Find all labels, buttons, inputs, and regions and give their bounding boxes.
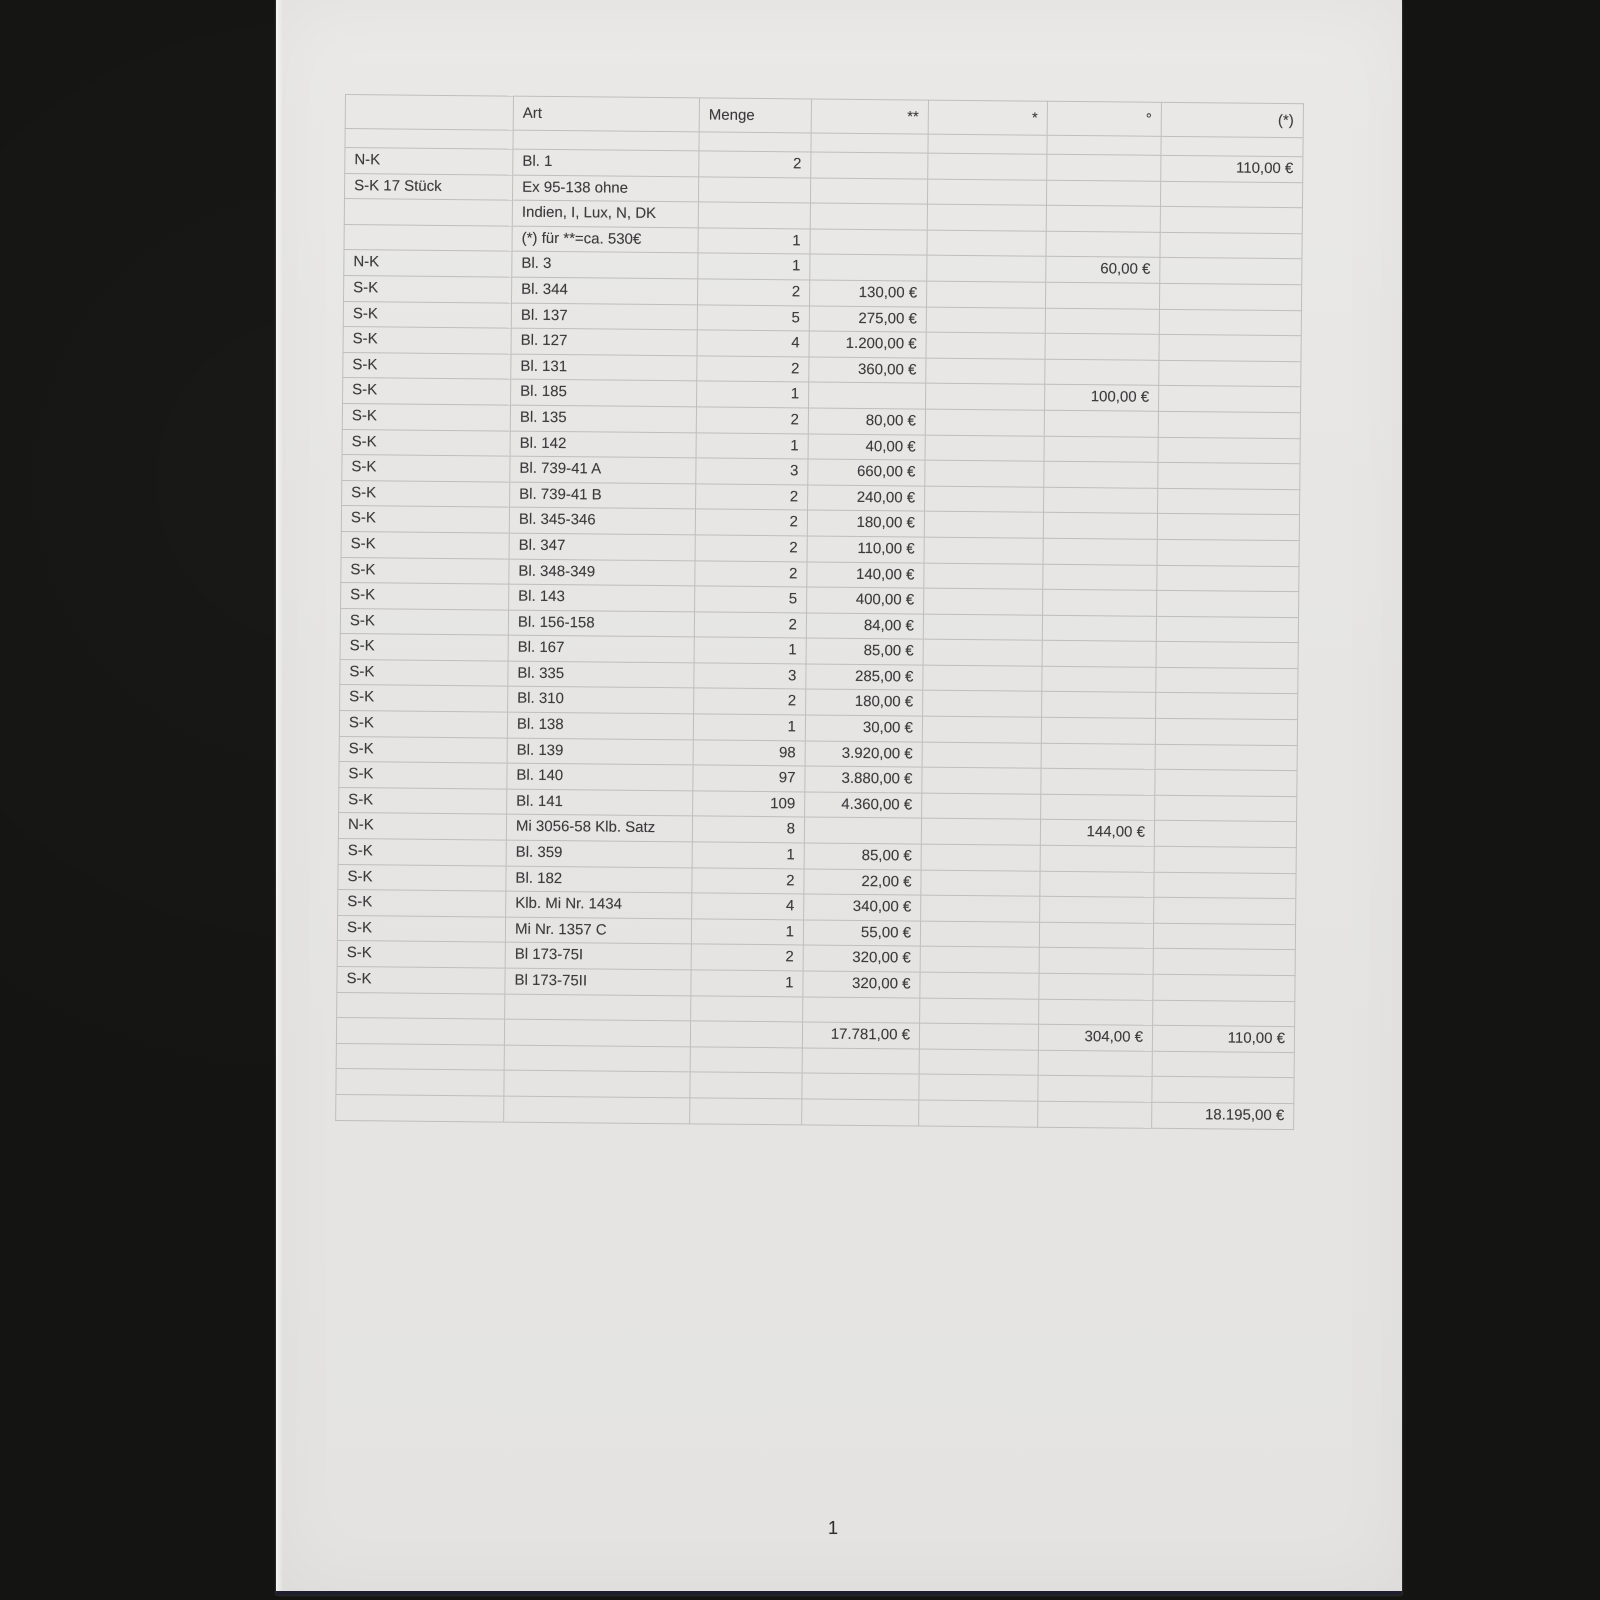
table-cell xyxy=(810,178,927,205)
table-cell xyxy=(1156,616,1298,643)
table-cell xyxy=(811,152,928,179)
table-cell: Klb. Mi Nr. 1434 xyxy=(506,891,692,918)
table-cell: 1 xyxy=(691,970,803,997)
paper-sheet xyxy=(276,0,1402,1595)
table-cell: 3.920,00 € xyxy=(805,741,922,768)
table-cell: 140,00 € xyxy=(807,561,924,588)
table-cell: 2 xyxy=(691,944,803,971)
table-cell xyxy=(926,281,1045,308)
table-cell: S-K xyxy=(339,762,507,789)
table-cell xyxy=(1039,922,1153,949)
table-cell xyxy=(1158,462,1300,489)
table-cell xyxy=(921,870,1040,897)
table-cell: 1 xyxy=(693,714,805,741)
table-cell: S-K xyxy=(337,915,505,942)
table-cell xyxy=(927,204,1046,231)
table-cell xyxy=(1045,282,1159,309)
table-cell: 5 xyxy=(695,586,807,613)
inventory-table xyxy=(335,94,1304,1130)
table-cell: 180,00 € xyxy=(806,689,923,716)
table-cell: S-K xyxy=(340,685,508,712)
table-cell: 110,00 € xyxy=(1161,155,1303,182)
table-cell xyxy=(919,1100,1038,1127)
table-cell xyxy=(336,1018,504,1045)
table-cell: 240,00 € xyxy=(808,485,925,512)
table-cell: Bl. 167 xyxy=(508,635,694,662)
table-cell xyxy=(923,614,1042,641)
table-cell: 2 xyxy=(692,867,804,894)
table-cell xyxy=(1043,564,1157,591)
table-cell xyxy=(920,946,1039,973)
table-cell: Bl. 143 xyxy=(509,584,695,611)
table-cell: Bl. 739-41 A xyxy=(510,456,696,483)
table-cell: Bl 173-75I xyxy=(505,942,691,969)
table-cell: Bl 173-75II xyxy=(505,968,691,995)
table-cell xyxy=(921,895,1040,922)
table-cell xyxy=(924,511,1043,538)
table-cell: 275,00 € xyxy=(809,306,926,333)
table-cell: 2 xyxy=(694,612,806,639)
table-cell: 85,00 € xyxy=(806,638,923,665)
table-cell: Bl. 141 xyxy=(507,789,693,816)
table-cell: Bl. 139 xyxy=(507,738,693,765)
table-cell xyxy=(344,224,512,251)
table-cell xyxy=(809,382,926,409)
table-cell: S-K xyxy=(341,557,509,584)
table-cell xyxy=(1155,770,1297,797)
table-cell: 4 xyxy=(692,893,804,920)
table-cell xyxy=(1154,821,1296,848)
table-cell: S-K 17 Stück xyxy=(344,173,512,200)
table-cell xyxy=(1154,846,1296,873)
table-cell: S-K xyxy=(343,327,511,354)
table-cell xyxy=(1040,896,1154,923)
table-cell: S-K xyxy=(342,429,510,456)
table-cell xyxy=(926,307,1045,334)
column-header: (*) xyxy=(1161,102,1303,137)
table-cell xyxy=(1160,181,1302,208)
page-number: 1 xyxy=(828,1518,839,1538)
table-cell xyxy=(1043,589,1157,616)
table-cell: Mi 3056-58 Klb. Satz xyxy=(506,815,692,842)
table-cell xyxy=(925,460,1044,487)
table-cell xyxy=(921,819,1040,846)
table-cell: S-K xyxy=(343,301,511,328)
table-cell xyxy=(1153,949,1295,976)
table-cell xyxy=(922,793,1041,820)
table-cell: S-K xyxy=(337,966,505,993)
table-cell: 40,00 € xyxy=(808,433,925,460)
column-header: Art xyxy=(513,96,699,132)
table-cell: 2 xyxy=(696,484,808,511)
table-cell xyxy=(1039,999,1153,1026)
table-cell: Indien, I, Lux, N, DK xyxy=(512,200,698,227)
table-cell: Mi Nr. 1357 C xyxy=(505,917,691,944)
table-cell xyxy=(1155,718,1297,745)
column-header: ** xyxy=(811,99,928,134)
table-cell: 100,00 € xyxy=(1044,385,1158,412)
table-cell: 320,00 € xyxy=(803,945,920,972)
table-cell xyxy=(345,129,513,150)
table-cell: S-K xyxy=(338,839,506,866)
table-cell: 2 xyxy=(696,407,808,434)
table-cell xyxy=(698,176,810,203)
table-cell xyxy=(928,153,1047,180)
table-cell: Bl. 347 xyxy=(509,533,695,560)
table-cell: Bl. 140 xyxy=(507,763,693,790)
table-cell xyxy=(1160,232,1302,259)
table-cell: 340,00 € xyxy=(804,894,921,921)
table-cell: 97 xyxy=(693,765,805,792)
table-cell xyxy=(1157,590,1299,617)
table-cell xyxy=(803,997,920,1024)
table-cell xyxy=(1044,436,1158,463)
table-cell xyxy=(336,1043,504,1070)
table-cell xyxy=(1038,1101,1152,1128)
table-cell: N-K xyxy=(344,250,512,277)
table-cell: S-K xyxy=(338,864,506,891)
table-cell xyxy=(1159,334,1301,361)
table-cell xyxy=(1154,872,1296,899)
table-cell: 1 xyxy=(691,919,803,946)
table-cell xyxy=(804,817,921,844)
table-cell: 1 xyxy=(694,637,806,664)
table-cell: 3 xyxy=(694,663,806,690)
table-cell: N-K xyxy=(345,148,513,175)
table-cell: Bl. 142 xyxy=(510,431,696,458)
table-cell: 3 xyxy=(696,458,808,485)
table-cell: 2 xyxy=(695,535,807,562)
table-cell xyxy=(802,1099,919,1126)
table-cell: (*) für **=ca. 530€ xyxy=(512,226,698,253)
grand-total-cell: 18.195,00 € xyxy=(1152,1102,1294,1129)
table-cell xyxy=(1041,794,1155,821)
table-cell xyxy=(1159,283,1301,310)
table-cell: Bl. 131 xyxy=(511,354,697,381)
table-cell xyxy=(1042,615,1156,642)
table-cell xyxy=(1158,386,1300,413)
table-cell xyxy=(1153,1000,1295,1027)
table-cell: 1 xyxy=(698,253,810,280)
table-cell: 2 xyxy=(695,509,807,536)
table-cell: Bl. 185 xyxy=(511,379,697,406)
table-cell: S-K xyxy=(339,736,507,763)
table-cell xyxy=(1155,795,1297,822)
table-cell: S-K xyxy=(340,634,508,661)
table-cell xyxy=(1045,359,1159,386)
table-cell xyxy=(1156,693,1298,720)
table-cell: Bl. 335 xyxy=(508,661,694,688)
table-cell: Bl. 138 xyxy=(507,712,693,739)
table-cell xyxy=(1158,411,1300,438)
table-cell: Bl. 3 xyxy=(512,251,698,278)
table-cell xyxy=(337,992,505,1019)
table-area xyxy=(335,94,1304,1130)
table-cell xyxy=(924,537,1043,564)
table-body xyxy=(336,129,1303,1130)
table-cell xyxy=(1158,437,1300,464)
table-cell xyxy=(922,716,1041,743)
table-cell xyxy=(1040,871,1154,898)
table-cell: 144,00 € xyxy=(1040,820,1154,847)
table-cell: 110,00 € xyxy=(807,536,924,563)
table-cell: Bl. 182 xyxy=(506,866,692,893)
table-cell xyxy=(699,132,811,152)
table-cell: S-K xyxy=(342,480,510,507)
table-cell: 55,00 € xyxy=(803,920,920,947)
table-cell xyxy=(1157,514,1299,541)
table-cell: 1.200,00 € xyxy=(809,331,926,358)
table-cell xyxy=(1161,136,1303,156)
column-header xyxy=(345,95,513,131)
table-cell xyxy=(802,1048,919,1075)
table-cell xyxy=(698,202,810,229)
table-cell: 130,00 € xyxy=(809,280,926,307)
table-cell xyxy=(1152,1051,1294,1078)
table-cell xyxy=(928,134,1047,154)
table-cell xyxy=(1046,180,1160,207)
table-cell: 109 xyxy=(693,791,805,818)
table-cell xyxy=(1043,538,1157,565)
table-cell xyxy=(1045,333,1159,360)
table-cell xyxy=(926,332,1045,359)
table-cell: 110,00 € xyxy=(1152,1025,1294,1052)
table-cell xyxy=(690,1098,802,1125)
table-cell xyxy=(925,486,1044,513)
table-cell xyxy=(810,229,927,256)
table-cell xyxy=(505,994,691,1021)
table-cell: 180,00 € xyxy=(807,510,924,537)
column-header: ° xyxy=(1047,101,1161,136)
table-cell: S-K xyxy=(340,659,508,686)
table-cell: 17.781,00 € xyxy=(802,1022,919,1049)
table-cell xyxy=(513,130,699,151)
table-cell: S-K xyxy=(343,352,511,379)
column-header: * xyxy=(928,100,1047,135)
table-cell xyxy=(1047,154,1161,181)
table-cell: 1 xyxy=(692,842,804,869)
table-cell: S-K xyxy=(341,506,509,533)
table-cell: Ex 95-138 ohne xyxy=(512,175,698,202)
table-cell: 22,00 € xyxy=(804,869,921,896)
table-cell xyxy=(1041,717,1155,744)
table-cell xyxy=(919,1023,1038,1050)
table-cell: 60,00 € xyxy=(1046,257,1160,284)
table-cell: Bl. 739-41 B xyxy=(510,482,696,509)
table-cell xyxy=(920,972,1039,999)
table-cell xyxy=(1044,410,1158,437)
table-cell xyxy=(1046,205,1160,232)
table-cell: S-K xyxy=(339,787,507,814)
table-cell: 1 xyxy=(696,432,808,459)
table-cell: 30,00 € xyxy=(805,715,922,742)
table-cell: N-K xyxy=(338,813,506,840)
table-cell xyxy=(920,998,1039,1025)
table-cell xyxy=(1155,744,1297,771)
table-cell: 84,00 € xyxy=(806,613,923,640)
table-cell xyxy=(504,1045,690,1072)
table-cell: S-K xyxy=(343,378,511,405)
table-cell: S-K xyxy=(342,403,510,430)
table-cell xyxy=(810,203,927,230)
table-cell: 2 xyxy=(694,688,806,715)
table-cell xyxy=(504,1019,690,1046)
table-cell xyxy=(1160,258,1302,285)
table-cell xyxy=(924,563,1043,590)
table-cell: 3.880,00 € xyxy=(805,766,922,793)
table-cell xyxy=(1045,308,1159,335)
table-cell xyxy=(927,230,1046,257)
table-cell: 98 xyxy=(693,740,805,767)
table-cell xyxy=(925,435,1044,462)
table-cell xyxy=(1038,1050,1152,1077)
table-cell xyxy=(690,1021,802,1048)
table-cell xyxy=(1042,666,1156,693)
table-cell: 304,00 € xyxy=(1038,1024,1152,1051)
table-cell xyxy=(504,1070,690,1097)
table-cell xyxy=(811,133,928,153)
table-cell: Bl. 135 xyxy=(510,405,696,432)
table-cell xyxy=(691,995,803,1022)
table-cell xyxy=(1047,135,1161,155)
table-cell: 85,00 € xyxy=(804,843,921,870)
table-cell: Bl. 137 xyxy=(511,303,697,330)
table-cell: 2 xyxy=(695,560,807,587)
table-cell xyxy=(504,1096,690,1123)
table-cell: S-K xyxy=(342,455,510,482)
table-cell xyxy=(1153,974,1295,1001)
table-cell: 1 xyxy=(698,228,810,255)
table-cell: 2 xyxy=(697,356,809,383)
table-cell xyxy=(919,1049,1038,1076)
table-cell: 1 xyxy=(697,381,809,408)
table-cell xyxy=(922,767,1041,794)
table-cell xyxy=(1040,845,1154,872)
table-cell xyxy=(1042,692,1156,719)
table-cell xyxy=(1159,360,1301,387)
table-cell xyxy=(1038,1076,1152,1103)
table-cell xyxy=(923,691,1042,718)
table-cell: Bl. 344 xyxy=(512,277,698,304)
table-cell xyxy=(1044,461,1158,488)
table-cell xyxy=(923,665,1042,692)
table-cell: Bl. 310 xyxy=(508,687,694,714)
table-cell: 285,00 € xyxy=(806,664,923,691)
table-cell xyxy=(1039,973,1153,1000)
table-cell xyxy=(336,1094,504,1121)
table-cell: S-K xyxy=(341,531,509,558)
table-cell: S-K xyxy=(338,890,506,917)
table-cell xyxy=(690,1047,802,1074)
table-cell: 4.360,00 € xyxy=(805,792,922,819)
table-cell: 360,00 € xyxy=(809,357,926,384)
table-cell xyxy=(920,921,1039,948)
table-cell: 400,00 € xyxy=(807,587,924,614)
table-cell xyxy=(1156,642,1298,669)
table-cell: S-K xyxy=(337,941,505,968)
table-cell: Bl. 345-346 xyxy=(509,507,695,534)
table-cell xyxy=(344,199,512,226)
table-cell xyxy=(1157,539,1299,566)
table-cell xyxy=(1158,488,1300,515)
table-cell xyxy=(336,1069,504,1096)
table-cell: S-K xyxy=(341,583,509,610)
table-cell xyxy=(1042,640,1156,667)
table-cell xyxy=(922,742,1041,769)
table-cell xyxy=(1043,513,1157,540)
table-cell: Bl. 359 xyxy=(506,840,692,867)
table-cell xyxy=(1039,948,1153,975)
table-cell xyxy=(1152,1077,1294,1104)
table-cell xyxy=(1156,667,1298,694)
table-cell xyxy=(924,588,1043,615)
table-cell: S-K xyxy=(340,608,508,635)
table-cell: 2 xyxy=(697,279,809,306)
table-cell: Bl. 127 xyxy=(511,328,697,355)
table-cell xyxy=(1157,565,1299,592)
table-cell: 2 xyxy=(699,151,811,178)
table-cell xyxy=(1046,231,1160,258)
table-cell xyxy=(1160,207,1302,234)
table-cell xyxy=(926,358,1045,385)
table-cell: Bl. 348-349 xyxy=(509,559,695,586)
table-cell xyxy=(810,254,927,281)
table-cell xyxy=(925,409,1044,436)
table-cell xyxy=(690,1072,802,1099)
table-cell xyxy=(1159,309,1301,336)
table-cell: S-K xyxy=(344,275,512,302)
table-cell xyxy=(927,179,1046,206)
table-cell: 660,00 € xyxy=(808,459,925,486)
table-cell: 4 xyxy=(697,330,809,357)
table-cell xyxy=(1154,898,1296,925)
table-cell: 5 xyxy=(697,304,809,331)
table-cell xyxy=(802,1073,919,1100)
table-cell xyxy=(1044,487,1158,514)
table-cell: 80,00 € xyxy=(808,408,925,435)
table-cell: 320,00 € xyxy=(803,971,920,998)
table-cell xyxy=(919,1074,1038,1101)
table-cell: S-K xyxy=(339,711,507,738)
table-cell: Bl. 156-158 xyxy=(508,610,694,637)
table-cell xyxy=(1041,743,1155,770)
table-cell xyxy=(1153,923,1295,950)
table-cell xyxy=(927,255,1046,282)
table-cell xyxy=(926,383,1045,410)
table-cell: Bl. 1 xyxy=(513,149,699,176)
table-cell xyxy=(923,639,1042,666)
table-cell xyxy=(921,844,1040,871)
column-header: Menge xyxy=(699,98,811,133)
table-cell: 8 xyxy=(692,816,804,843)
table-cell xyxy=(1041,768,1155,795)
